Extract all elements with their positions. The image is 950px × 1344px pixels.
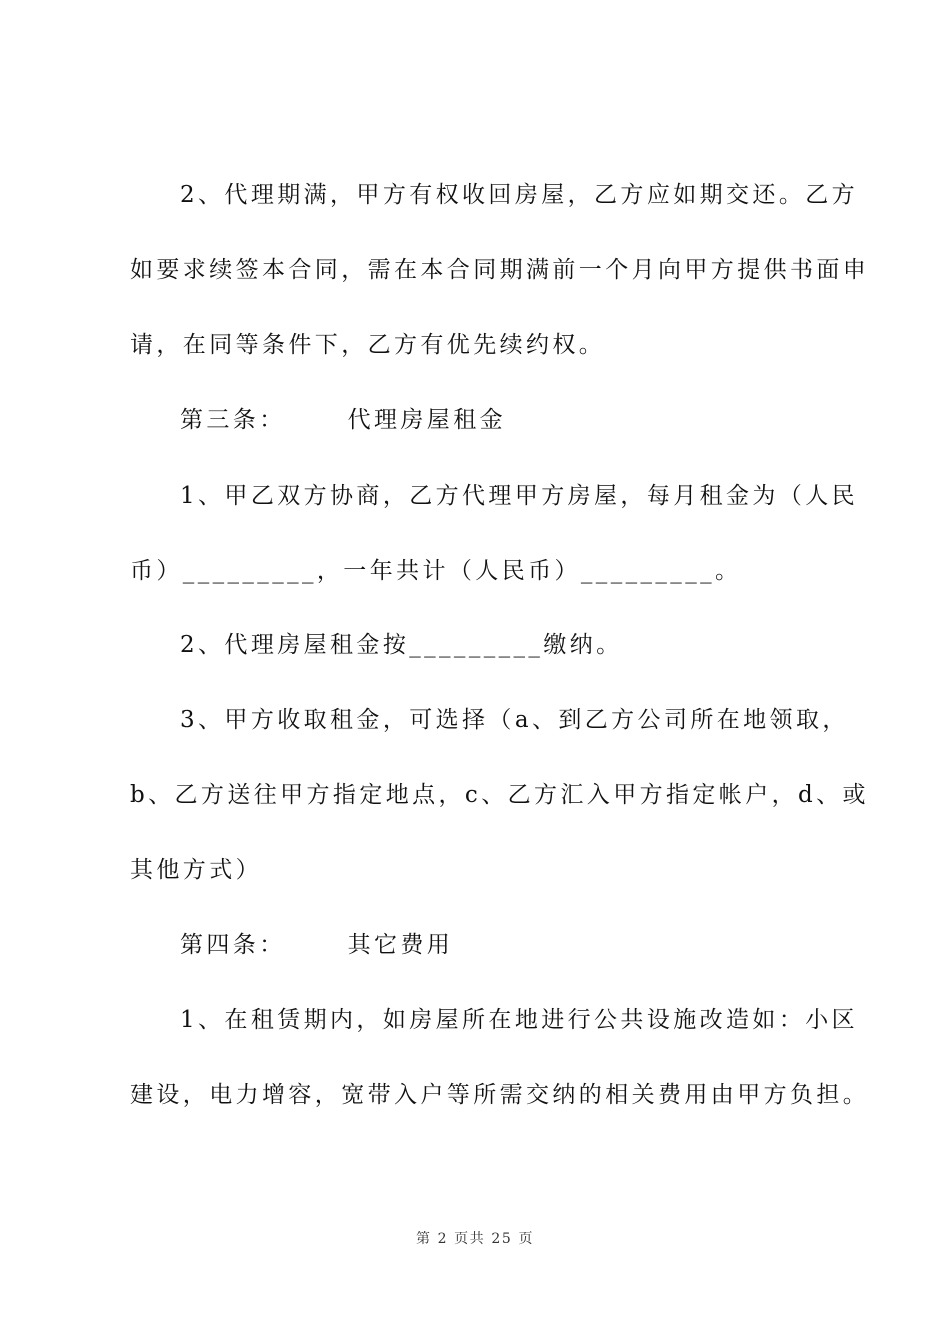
section-title: 代理房屋租金: [347, 407, 507, 433]
paragraph-line: 3、甲方收取租金，可选择（a、到乙方公司所在地领取，: [180, 707, 849, 733]
paragraph-line: 1、在租赁期内，如房屋所在地进行公共设施改造如：小区: [180, 1007, 859, 1033]
paragraph-line: b、乙方送往甲方指定地点，c、乙方汇入甲方指定帐户，d、或: [130, 782, 869, 808]
section-label: 第四条：: [180, 932, 286, 958]
paragraph-line: 币）_________，一年共计（人民币）_________。: [130, 558, 742, 584]
section-heading-4: [180, 930, 890, 960]
section-label: 第三条：: [180, 407, 286, 433]
paragraph-line: 如要求续签本合同，需在本合同期满前一个月向甲方提供书面申: [130, 257, 870, 283]
paragraph-line: 1、甲乙双方协商，乙方代理甲方房屋，每月租金为（人民: [180, 483, 859, 509]
section-heading-3: [180, 405, 890, 435]
paragraph-line: 2、代理期满，甲方有权收回房屋，乙方应如期交还。乙方: [180, 182, 859, 208]
section-title: 其它费用: [347, 932, 454, 958]
paragraph-line: 其他方式）: [130, 857, 262, 883]
paragraph-line: 请，在同等条件下，乙方有优先续约权。: [130, 332, 606, 358]
paragraph-line: 建设，电力增容，宽带入户等所需交纳的相关费用由甲方负担。: [130, 1082, 870, 1108]
paragraph-line: 2、代理房屋租金按_________缴纳。: [180, 632, 623, 658]
page-number-footer: 第 2 页共 25 页: [415, 1231, 535, 1247]
